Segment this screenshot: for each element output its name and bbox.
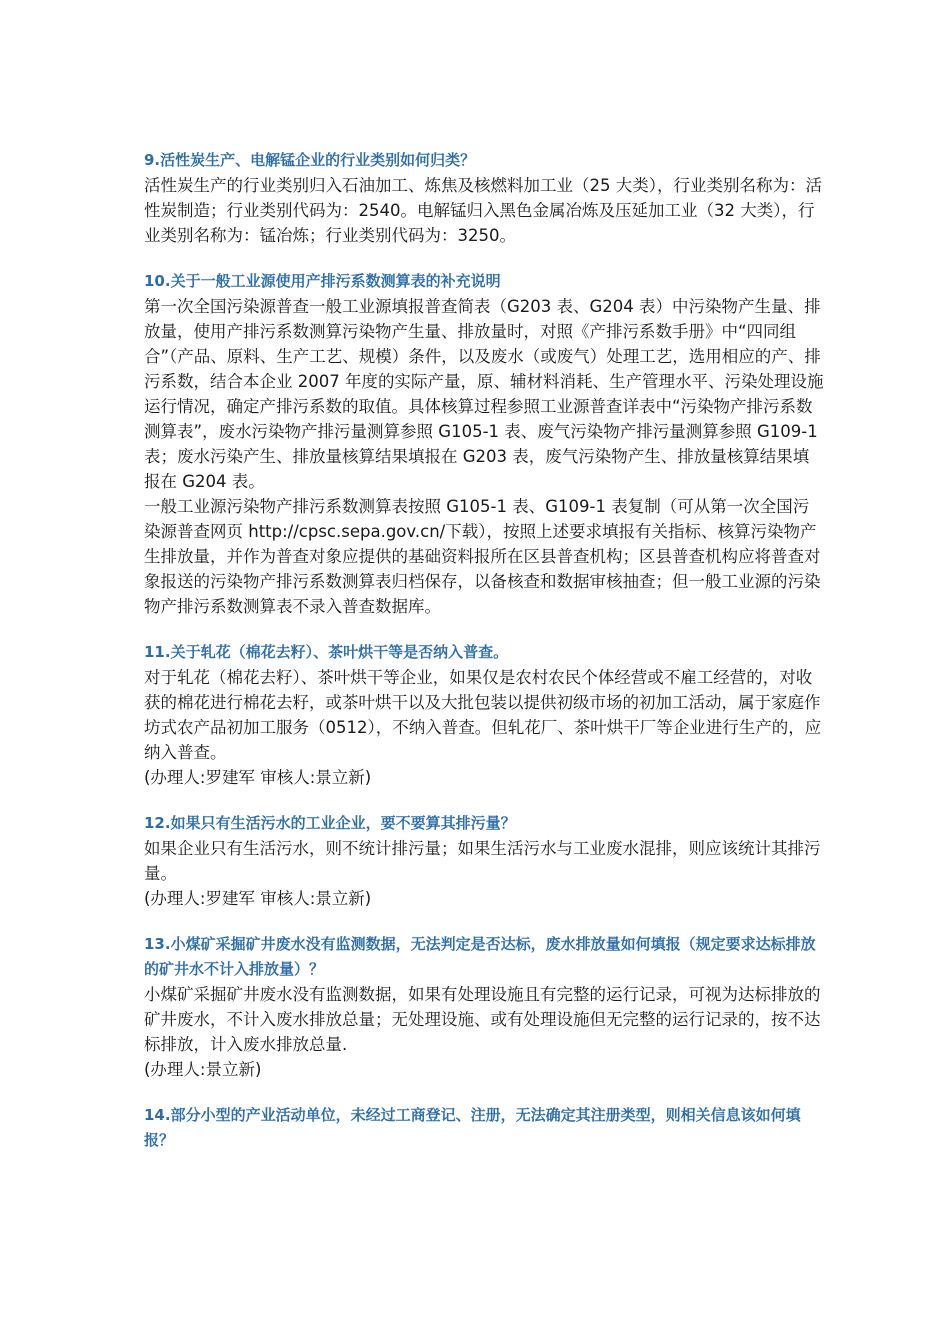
document-page xyxy=(144,148,824,1174)
question-heading: 12.如果只有生活污水的工业企业，要不要算其排污量？ xyxy=(144,814,516,832)
faq-item-14 xyxy=(144,1103,824,1153)
question-heading: 10.关于一般工业源使用产排污系数测算表的补充说明 xyxy=(144,272,501,290)
answer-paragraph: 对于轧花（棉花去籽）、茶叶烘干等企业，如果仅是农村农民个体经营或不雇工经营的，对收获的棉花进行棉花去籽，或茶叶烘干以及大批包装以提供初级市场的初加工活动，属于家庭作坊式农产品初加工服务（0512），不纳入普查。但轧花厂、茶叶烘干厂等企业进行生产的，应纳入普查。 xyxy=(144,668,822,762)
answer-paragraph: 活性炭生产的行业类别归入石油加工、炼焦及核燃料加工业（25 大类），行业类别名称为：活性炭制造；行业类别代码为：2540。电解锰归入黑色金属冶炼及压延加工业（32 大类），行业类别名称为：锰冶炼；行业类别代码为：3250。 xyxy=(144,176,822,245)
faq-item-9 xyxy=(144,148,824,248)
handler-note: (办理人:景立新) xyxy=(144,1060,262,1079)
question-heading: 9.活性炭生产、电解锰企业的行业类别如何归类？ xyxy=(144,151,476,169)
answer-paragraph: 如果企业只有生活污水，则不统计排污量；如果生活污水与工业废水混排，则应该统计其排污量。 xyxy=(144,839,821,883)
faq-item-10 xyxy=(144,269,824,619)
answer-paragraph: 一般工业源污染物产排污系数测算表按照 G105-1 表、G109-1 表复制（可从第一次全国污染源普查网页 http://cpsc.sepa.gov.cn/下载），按照上述要求填报有关指标、核算污染物产生排放量，并作为普查对象应提供的基础资料报所在区县普查机构；区县普查机构应将普查对象报送的污染物产排污系数测算表归档保存，以备核查和数据审核抽查；但一般工业源的污染物产排污系数测算表不录入普查数据库。 xyxy=(144,497,821,616)
answer-paragraph: 小煤矿采掘矿井废水没有监测数据，如果有处理设施且有完整的运行记录，可视为达标排放的矿井废水，不计入废水排放总量；无处理设施、或有处理设施但无完整的运行记录的，按不达标排放，计入废水排放总量. xyxy=(144,985,821,1054)
question-heading: 13.小煤矿采掘矿井废水没有监测数据，无法判定是否达标，废水排放量如何填报（规定要求达标排放的矿井水不计入排放量）？ xyxy=(144,935,816,978)
question-heading: 11.关于轧花（棉花去籽）、茶叶烘干等是否纳入普查。 xyxy=(144,643,509,661)
faq-item-12 xyxy=(144,811,824,911)
faq-item-11 xyxy=(144,640,824,790)
faq-item-13 xyxy=(144,932,824,1082)
handler-note: (办理人:罗建军 审核人:景立新) xyxy=(144,768,372,787)
handler-note: (办理人:罗建军 审核人:景立新) xyxy=(144,889,372,908)
answer-paragraph: 第一次全国污染源普查一般工业源填报普查简表（G203 表、G204 表）中污染物产生量、排放量，使用产排污系数测算污染物产生量、排放量时，对照《产排污系数手册》中“四同组合”（产品、原料、生产工艺、规模）条件，以及废水（或废气）处理工艺，选用相应的产、排污系数，结合本企业 2007 年度的实际产量，原、辅材料消耗、生产管理水平、污染处理设施运行情况，确定产排污系数的取值。具体核算过程参照工业源普查详表中“污染物产排污系数测算表”，废水污染物产排污量测算参照 G105-1 表、废气污染物产排污量测算参照 G109-1 表；废水污染产生、排放量核算结果填报在 G203 表，废气污染物产生、排放量核算结果填报在 G204 表。 xyxy=(144,297,824,491)
question-heading: 14.部分小型的产业活动单位，未经过工商登记、注册，无法确定其注册类型，则相关信息该如何填报？ xyxy=(144,1106,801,1149)
